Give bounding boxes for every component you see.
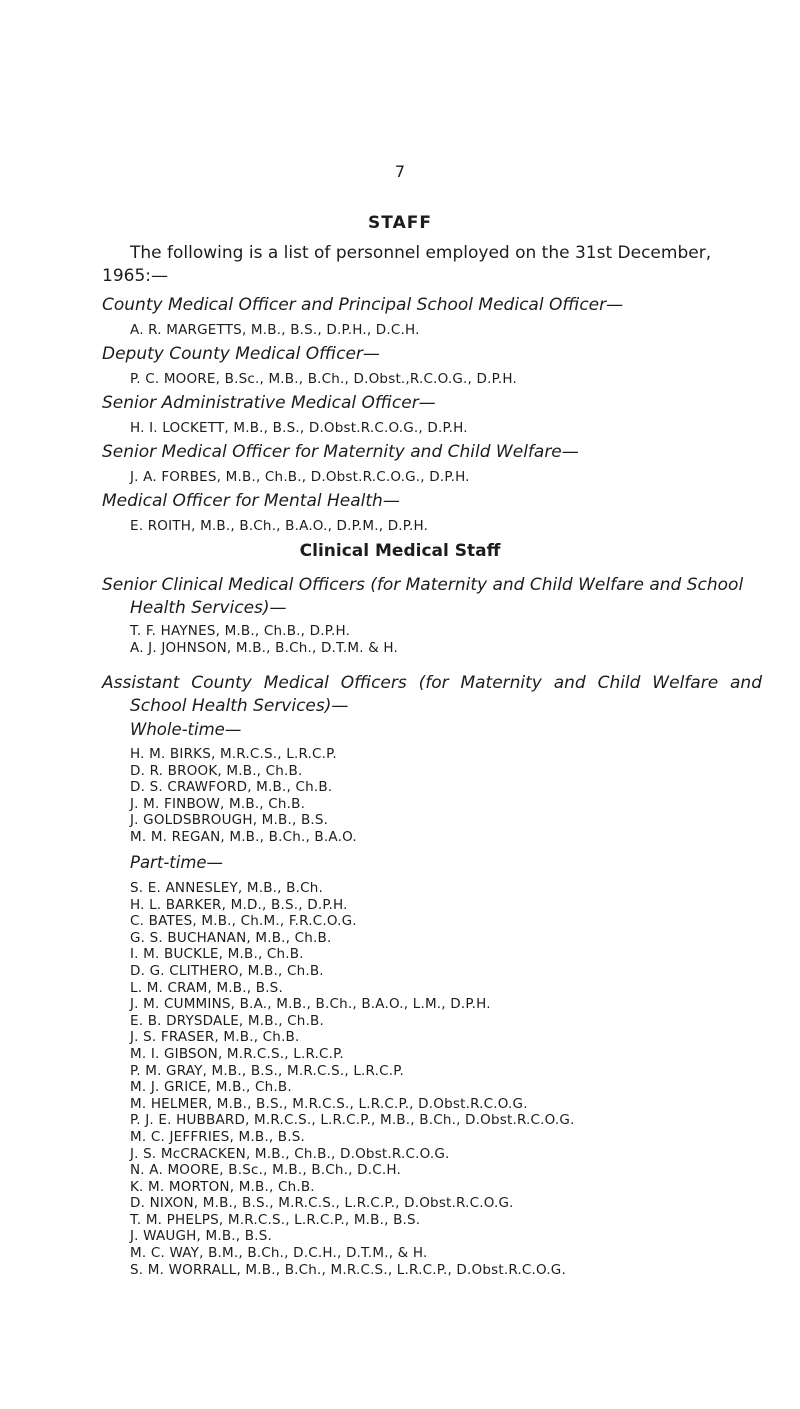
list-item: P. J. E. HUBBARD, M.R.C.S., L.R.C.P., M.B., B.Ch., D.Obst.R.C.O.G. (130, 1112, 575, 1129)
list-item: I. M. BUCKLE, M.B., Ch.B. (130, 946, 304, 963)
role-county-medical-officer: County Medical Officer and Principal School Medical Officer— (102, 295, 624, 315)
list-item: J. S. FRASER, M.B., Ch.B. (130, 1029, 300, 1046)
list-item: M. J. GRICE, M.B., Ch.B. (130, 1079, 292, 1096)
list-item: S. M. WORRALL, M.B., B.Ch., M.R.C.S., L.R.C.P., D.Obst.R.C.O.G. (130, 1261, 566, 1278)
list-item: M. C. WAY, B.M., B.Ch., D.C.H., D.T.M., & H. (130, 1245, 428, 1262)
assistant-heading-line1: Assistant County Medical Officers (for Maternity and Child Welfare and (102, 673, 762, 693)
page-number: 7 (394, 162, 406, 181)
name-county-medical-officer: A. R. MARGETTS, M.B., B.S., D.P.H., D.C.H. (130, 322, 420, 338)
list-item: D. G. CLITHERO, M.B., Ch.B. (130, 962, 324, 979)
senior-clinical-heading-line1: Senior Clinical Medical Officers (for Maternity and Child Welfare and School (102, 575, 744, 595)
list-item: M. I. GIBSON, M.R.C.S., L.R.C.P. (130, 1045, 344, 1062)
role-deputy-county-medical-officer: Deputy County Medical Officer— (102, 344, 380, 364)
list-item: J. GOLDSBROUGH, M.B., B.S. (130, 812, 329, 829)
part-time-list (130, 880, 575, 1278)
name-deputy-county-medical-officer: P. C. MOORE, B.Sc., M.B., B.Ch., D.Obst.,R.C.O.G., D.P.H. (130, 371, 517, 387)
list-item: M. C. JEFFRIES, M.B., B.S. (130, 1128, 306, 1145)
list-item: L. M. CRAM, M.B., B.S. (130, 979, 283, 996)
whole-time-label: Whole-time— (130, 720, 242, 739)
list-item: S. E. ANNESLEY, M.B., B.Ch. (130, 880, 323, 896)
list-item: N. A. MOORE, B.Sc., M.B., B.Ch., D.C.H. (130, 1162, 401, 1179)
list-item: E. B. DRYSDALE, M.B., Ch.B. (130, 1012, 325, 1029)
list-item: H. L. BARKER, M.D., B.S., D.P.H. (130, 896, 348, 913)
role-medical-officer-mental-health: Medical Officer for Mental Health— (102, 491, 400, 511)
list-item: M. HELMER, M.B., B.S., M.R.C.S., L.R.C.P., D.Obst.R.C.O.G. (130, 1095, 528, 1112)
assistant-heading-line2: School Health Services)— (130, 696, 349, 716)
part-time-label: Part-time— (130, 853, 224, 872)
list-item: D. NIXON, M.B., B.S., M.R.C.S., L.R.C.P., D.Obst.R.C.O.G. (130, 1195, 514, 1212)
list-item: J. WAUGH, M.B., B.S. (130, 1228, 272, 1245)
senior-clinical-heading (102, 574, 762, 620)
list-item: A. J. JOHNSON, M.B., B.Ch., D.T.M. & H. (130, 639, 399, 656)
list-item: C. BATES, M.B., Ch.M., F.R.C.O.G. (130, 913, 357, 930)
name-medical-officer-mental-health: E. ROITH, M.B., B.Ch., B.A.O., D.P.M., D.P.H. (130, 518, 429, 534)
list-item: G. S. BUCHANAN, M.B., Ch.B. (130, 929, 332, 946)
clinical-staff-heading: Clinical Medical Staff (299, 541, 501, 561)
list-item: P. M. GRAY, M.B., B.S., M.R.C.S., L.R.C.P. (130, 1062, 404, 1079)
list-item: J. M. CUMMINS, B.A., M.B., B.Ch., B.A.O., L.M., D.P.H. (130, 996, 491, 1013)
list-item: D. S. CRAWFORD, M.B., Ch.B. (130, 779, 333, 796)
list-item: K. M. MORTON, M.B., Ch.B. (130, 1178, 315, 1195)
intro-paragraph: The following is a list of personnel employed on the 31st December, 1965:— (102, 243, 712, 286)
page-title: STAFF (368, 213, 432, 233)
role-senior-administrative-medical-officer: Senior Administrative Medical Officer— (102, 393, 436, 413)
name-senior-administrative-medical-officer: H. I. LOCKETT, M.B., B.S., D.Obst.R.C.O.G., D.P.H. (130, 420, 468, 436)
list-item: J. M. FINBOW, M.B., Ch.B. (130, 795, 306, 812)
list-item: H. M. BIRKS, M.R.C.S., L.R.C.P. (130, 746, 337, 762)
list-item: D. R. BROOK, M.B., Ch.B. (130, 762, 303, 779)
list-item: J. S. McCRACKEN, M.B., Ch.B., D.Obst.R.C.O.G. (130, 1145, 450, 1162)
list-item: T. M. PHELPS, M.R.C.S., L.R.C.P., M.B., B.S. (130, 1211, 421, 1228)
list-item: M. M. REGAN, M.B., B.Ch., B.A.O. (130, 828, 357, 845)
assistant-heading (102, 672, 762, 718)
name-senior-medical-officer-maternity: J. A. FORBES, M.B., Ch.B., D.Obst.R.C.O.G., D.P.H. (130, 469, 470, 485)
senior-clinical-list (130, 623, 398, 656)
senior-clinical-heading-line2: Health Services)— (130, 598, 287, 618)
whole-time-list (130, 746, 357, 846)
role-senior-medical-officer-maternity: Senior Medical Officer for Maternity and Child Welfare— (102, 442, 579, 462)
list-item: T. F. HAYNES, M.B., Ch.B., D.P.H. (130, 623, 351, 639)
